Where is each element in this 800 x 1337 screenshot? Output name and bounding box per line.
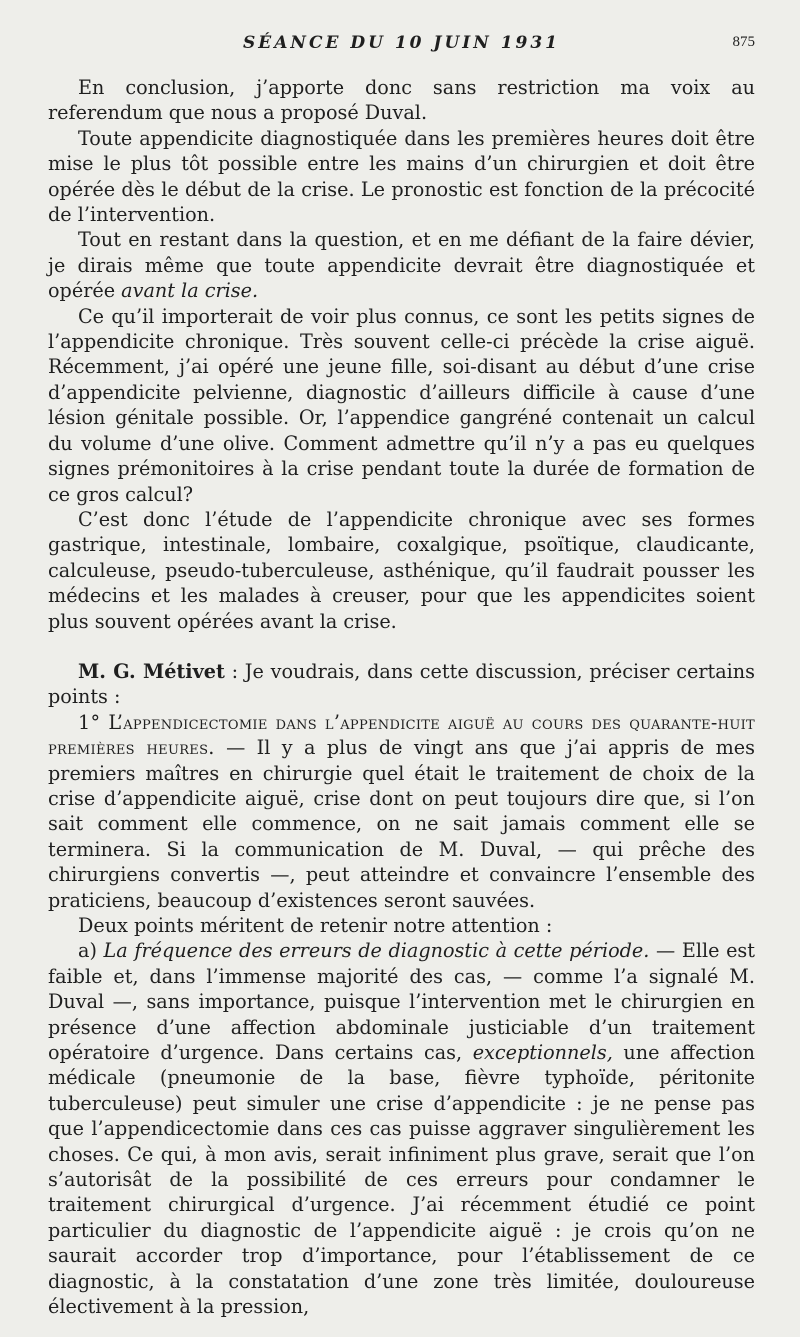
paragraph-conclusion: En conclusion, j’apporte donc sans restriction ma voix au referendum que nous a proposé Duval. <box>48 76 755 125</box>
paragraph-speaker-intro <box>48 659 755 710</box>
page-number: 875 <box>732 34 755 50</box>
paragraph-text: — Il y a plus de vingt ans que j’ai appris de mes premiers maîtres en chirurgie quel était le traitement de choix de la crise d’appendicite aiguë, crise dont on peut toujours dire que, si l’on sait comment elle commence, on ne sait jamais comment elle se terminera. Si la communication de M. Duval, — qui prêche des chirurgiens convertis —, peut atteindre et convaincre l’ensemble des praticiens, beaucoup d’existences seront sauvées. <box>48 736 755 912</box>
section-heading: 1° L’appendicectomie dans l’appendicite aiguë au cours des quarante-huit premières heures. <box>48 710 755 760</box>
italic-phrase: avant la crise. <box>121 279 259 303</box>
body-text <box>48 75 755 1320</box>
running-head: SÉANCE DU 10 JUIN 1931 <box>242 33 561 53</box>
paragraph-text: Tout en restant dans la question, et en me défiant de la faire dévier, je dirais même que toute appendicite devrait être diagnostiquée et opérée <box>48 228 755 303</box>
italic-word: exceptionnels, <box>472 1041 613 1065</box>
page-header <box>48 33 755 57</box>
list-label: a) <box>78 939 104 963</box>
speaker-name: M. G. Métivet <box>78 659 225 683</box>
paragraph-chronic-signs: Ce qu’il importerait de voir plus connus, ce sont les petits signes de l’appendicite chronique. Très souvent celle-ci précède la crise aiguë. Récemment, j’ai opéré une jeune fille, soi-disant au début d’une crise d’appendicite pelvienne, diagnostic d’ailleurs difficile à cause d’une lésion génitale possible. Or, l’appendice gangréné contenait un calcul du volume d’une olive. Comment admettre qu’il n’y a pas eu quelques signes prémonitoires à la crise pendant toute la durée de formation de ce gros calcul? <box>48 304 755 506</box>
paragraph-point-a <box>48 938 755 1319</box>
paragraph-section-1 <box>48 710 755 913</box>
paragraph-early-surgery: Toute appendicite diagnostiquée dans les premières heures doit être mise le plus tôt possible entre les mains d’un chirurgien et doit être opérée dès le début de la crise. Le pronostic est fonction de la précocité de l’intervention. <box>48 126 755 227</box>
paragraph-before-crisis <box>48 227 755 303</box>
paragraph-text: — Elle est faible et, dans l’immense majorité des cas, — comme l’a signalé M. Duval —, sans importance, puisque l’intervention met le chirurgien en présence d’une affection abdominale justiciable d’un traitement opératoire d’urgence. Dans certains cas, <box>48 939 755 1065</box>
italic-heading: La fréquence des erreurs de diagnostic à cette période. <box>103 939 650 963</box>
paragraph-text: une affection médicale (pneumonie de la base, fièvre typhoïde, péritonite tuberculeuse) peut simuler une crise d’appendicite : je ne pense pas que l’appendicectomie dans ces cas puisse aggraver singulièrement les choses. Ce qui, à mon avis, serait infiniment plus grave, serait que l’on s’autorisât de la possibilité de ces erreurs pour condamner le traitement chirurgical d’urgence. J’ai récemment étudié ce point particulier du diagnostic de l’appendicite aiguë : je crois qu’on ne saurait accorder trop d’importance, pour l’établissement de ce diagnostic, à la constatation d’une zone très limitée, douloureuse électivement à la pression, <box>48 1041 755 1319</box>
paragraph-two-points: Deux points méritent de retenir notre attention : <box>78 914 553 937</box>
paragraph-text: : Je voudrais, dans cette discussion, préciser certains points : <box>48 659 755 709</box>
paragraph-chronic-forms: C’est donc l’étude de l’appendicite chronique avec ses formes gastrique, intestinale, lombaire, coxalgique, psoïtique, claudicante, calculeuse, pseudo-tuberculeuse, asthénique, qu’il faudrait pousser les médecins et les malades à creuser, pour que les appendicites soient plus souvent opérées avant la crise. <box>48 507 755 633</box>
